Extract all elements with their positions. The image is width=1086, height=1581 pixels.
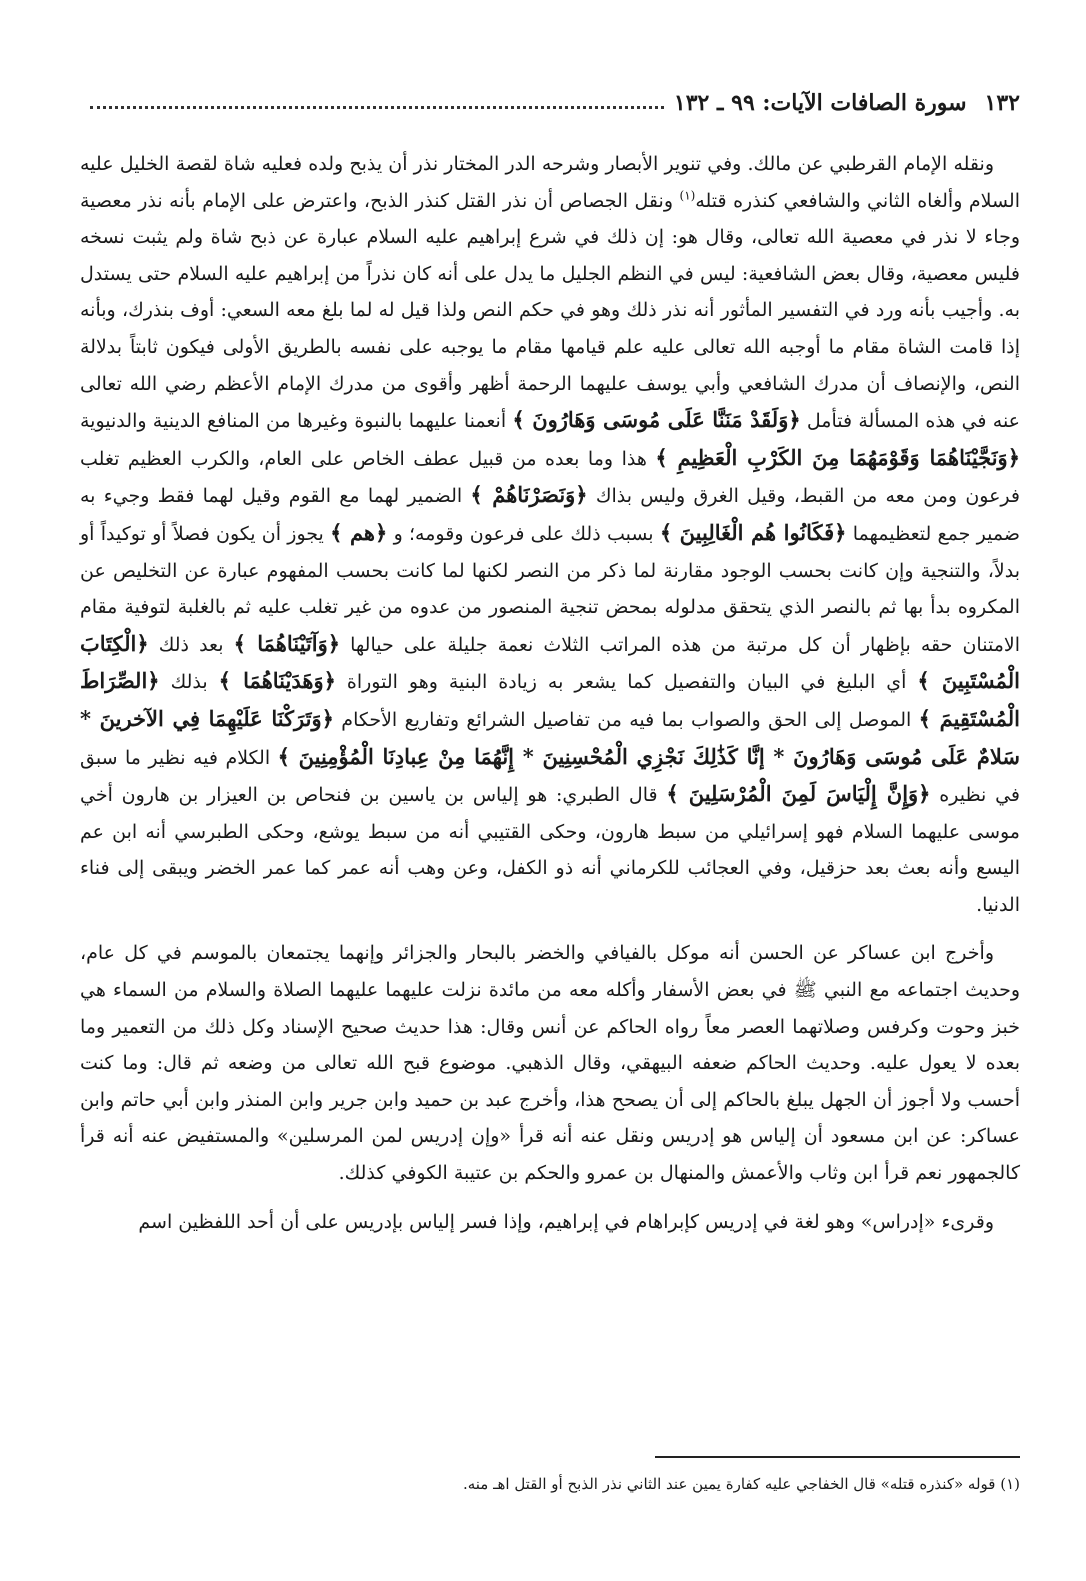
quran-verse: ﴿هم ﴾ — [330, 519, 388, 545]
surah-title: سورة الصافات الآيات: ٩٩ ـ ١٣٢ — [673, 90, 967, 116]
quran-verse: ﴿الصِّرَاطَ الْمُسْتَقِيمَ ﴾ — [80, 668, 1020, 731]
footnote-separator — [655, 1456, 1020, 1458]
footnote-ref: (١) — [679, 188, 696, 203]
quran-verse: ﴿وَإِنَّ إِلْيَاسَ لَمِنَ الْمُرْسَلِينَ ﴾ — [666, 781, 931, 807]
text-run: الموصل إلى الحق والصواب بما فيه من تفاصيل الشرائع وتفاريع الأحكام — [333, 708, 919, 731]
quran-verse: ﴿وَتَرَكْنَا عَلَيْهِمَا فِي الآخرينَ * سَلامٌ عَلَى مُوسَى وَهَارُونَ * إنَّا كَذَٰلِكَ نَجْزِي الْمُحْسِنِينَ * إِنَّهُمَا مِنْ عِبادِنَا الْمُؤْمِنِينَ ﴾ — [80, 705, 1020, 769]
paragraph-1 — [80, 146, 1020, 923]
page-number: ١٣٢ — [984, 90, 1020, 116]
text-run: هذا وما بعده من قبيل عطف الخاص على العام، والكرب العظيم تغلب فرعون ومن معه من القبط، وقيل الغرق وليس بذاك — [80, 447, 1020, 508]
text-run: بعد ذلك — [148, 633, 234, 656]
text-run: أي البليغ في البيان والتفصيل كما يشعر به زيادة البنية وهو التوراة — [335, 671, 918, 694]
text-run: وأخرج ابن عساكر عن الحسن أنه موكل بالفيافي والخضر بالبحار والجزائر وإنهما يجتمعان بالموسم في كل عام، وحديث اجتماعه مع النبي ﷺ في بعض الأسفار وأكله معه من مائدة نزلت عليهما عليهما الصلاة والسلام من السماء هي خبز وحوت وكرفس وصلاتهما العصر معاً رواه الحاكم عن أنس وقال: هذا حديث صحيح الإسناد وكل ذلك من التعمير وما بعده لا يعول عليه. وحديث الحاكم ضعفه البيهقي، وقال الذهبي. موضوع قبح الله تعالى من وضعه ثم قال: وما كنت أحسب ولا أجوز أن الجهل يبلغ بالحاكم إلى أن يصحح هذا، وأخرج عبد بن حميد وابن جرير وابن المنذر وابن أبي حاتم وابن عساكر: عن ابن مسعود أن إلياس هو إدريس ونقل عنه أنه قرأ «وإن إدريس لمن المرسلين» والمستفيض عنه أنه قرأ كالجمهور نعم قرأ ابن وثاب والأعمش والمنهال بن عمرو والحكم بن عتيبة الكوفي كذلك. — [80, 942, 1020, 1185]
quran-verse: ﴿الْكِتَابَ الْمُسْتَبِينَ ﴾ — [80, 630, 1020, 694]
text-run: بسبب ذلك على فرعون وقومه؛ و — [387, 522, 660, 545]
header-dot-leader — [90, 106, 664, 109]
text-run: ونقله الإمام القرطبي عن مالك. وفي تنوير الأبصار وشرحه الدر المختار نذر أن يذبح ولده فعليه شاة لقصة الخليل عليه السلام وألغاه الثاني والشافعي كنذره قتله — [80, 153, 1020, 212]
quran-verse: ﴿وَنَجَّيْنَاهُمَا وَقَوْمَهُمَا مِنَ الكَرْبِ الْعَظِيمِ ﴾ — [655, 444, 1021, 470]
text-run: أنعمنا عليهما بالنبوة وغيرها من المنافع الدينية والدنيوية — [80, 410, 513, 433]
paragraph-3 — [80, 1204, 1020, 1241]
text-run: قال الطبري: هو إلياس بن ياسين بن فنحاص بن العيزار بن هارون أخي موسى عليهما السلام فهو إسرائيلي من سبط هارون، وحكى القتيبي أنه من سبط يوشع، وحكى الطبرسي أنه ابن عم اليسع وأنه بعث بعد حزقيل، وفي العجائب للكرماني أنه ذو الكفل، وعن وهب أنه عمر كما عمر الخضر ويبقى إلى فناء الدنيا. — [80, 784, 1020, 916]
body-text — [80, 146, 1020, 1240]
quran-verse: ﴿وَنَصَرْنَاهُمْ ﴾ — [470, 482, 588, 508]
quran-verse: ﴿وَآتَيْنَاهُمَا ﴾ — [233, 630, 341, 656]
quran-verse: ﴿وَلَقَدْ مَنَنَّا عَلَى مُوسَى وَهَارُونَ ﴾ — [512, 407, 801, 433]
running-header — [80, 86, 1020, 120]
text-run: يجوز أن يكون فصلاً أو توكيداً أو بدلاً، والتنجية وإن كانت بحسب الوجود مقارنة لما ذكر من النصر لكنها لما كانت بحسب المفهوم عبارة عن التخليص عن المكروه بدأ بها ثم بالنصر الذي يتحقق مدلوله بمحض تنجية المنصور من عدوه من غير تغلب عليه ثم بالغلبة لتوفية مقام الامتنان حقه بإظهار أن كل مرتبة من هذه المراتب الثلاث نعمة جليلة على حيالها — [80, 522, 1020, 656]
quran-verse: ﴿وَهَدَيْنَاهُمَا ﴾ — [218, 668, 336, 694]
text-run: بذلك — [159, 671, 219, 694]
header-rule — [80, 120, 1020, 121]
paragraph-2 — [80, 935, 1020, 1191]
text-run: ونقل الجصاص أن نذر القتل كنذر الذبح، واعترض على الإمام بأنه نذر معصية وجاء لا نذر في معصية الله تعالى، وقال هو: إن ذلك في شرع إبراهيم عليه السلام عبارة عن ذبح شاة ولم يثبت نسخه فليس معصية، وقال بعض الشافعية: ليس في النظم الجليل ما يدل على أنه كان نذراً من إبراهيم عليه السلام حتى يستدل به. وأجيب بأنه ورد في التفسير المأثور أنه نذر ذلك وهو في حكم النص ولذا قيل له لما بلغ معه السعي: أوف بنذرك، وبأنه إذا قامت الشاة مقام ما أوجبه الله تعالى عليه علم قيامها مقام ما يوجبه على نفسه بالطريق الأولى فيكون ثابتاً بدلالة النص، والإنصاف أن مدرك الشافعي وأبي يوسف عليهما الرحمة أظهر وأقوى من مدرك الإمام الأعظم رضي الله تعالى عنه في هذه المسألة فتأمل — [80, 189, 1021, 433]
text-run: الكلام فيه نظير ما سبق في نظيره — [80, 746, 1021, 807]
text-run: وقرىء «إدراس» وهو لغة في إدريس كإبراهام في إبراهيم، وإذا فسر إلياس بإدريس على أن أحد اللفظين اسم — [138, 1210, 994, 1233]
quran-verse: ﴿فَكَانُوا هُم الْغَالِبِينَ ﴾ — [659, 519, 847, 545]
text-run: الضمير لهما مع القوم وقيل لهما فقط وجيء به ضمير جمع لتعظيمهما — [80, 485, 1020, 545]
footnote: (١) قوله «كنذره قتله» قال الخفاجي عليه كفارة يمين عند الثاني نذر الذبح أو القتل اهـ منه. — [462, 1475, 1020, 1493]
